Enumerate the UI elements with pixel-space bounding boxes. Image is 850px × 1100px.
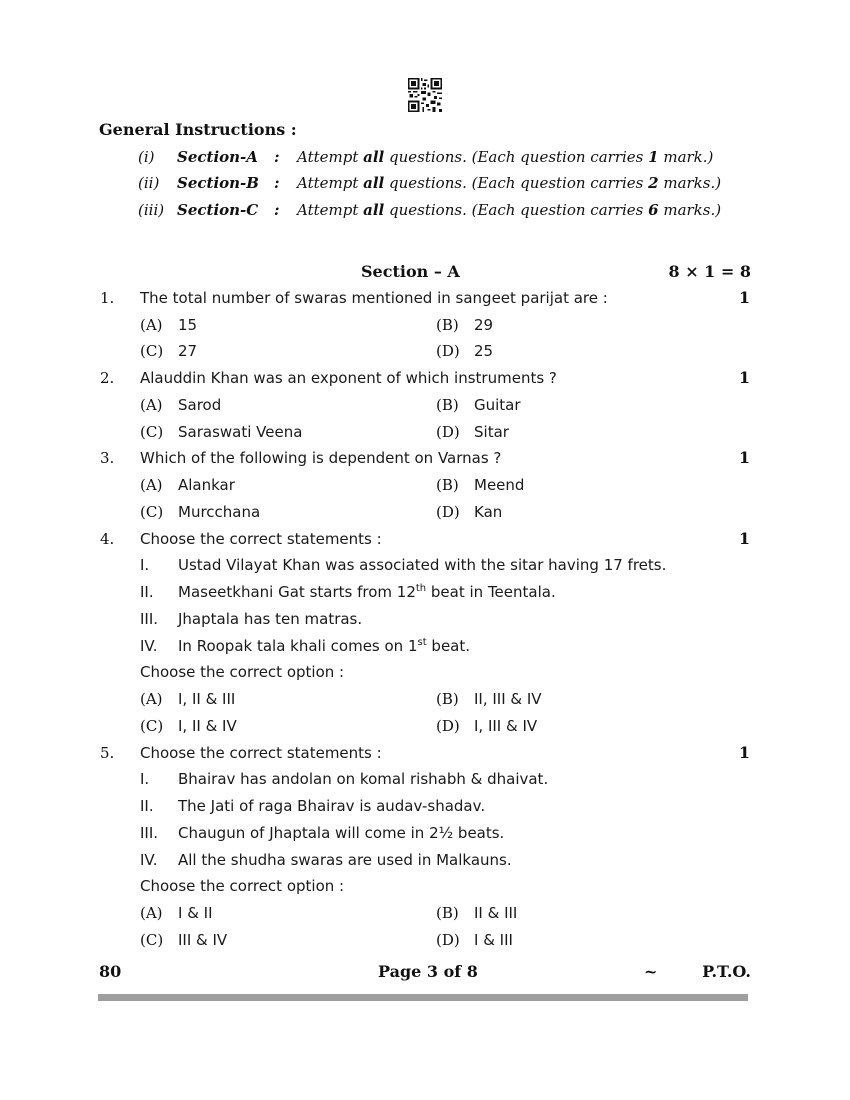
- question-marks: 1: [738, 743, 750, 762]
- option-label: (B): [436, 316, 459, 334]
- option-label: (D): [436, 717, 460, 735]
- statement-text: Chaugun of Jhaptala will come in 2½ beats.: [178, 824, 505, 842]
- option-text: Sarod: [178, 396, 222, 414]
- option-label: (D): [436, 931, 460, 949]
- footer-rule: [98, 994, 748, 1001]
- question-marks: 1: [738, 448, 750, 467]
- page-number: Page 3 of 8: [378, 962, 478, 981]
- option-label: (A): [140, 316, 163, 334]
- statement-text: All the shudha swaras are used in Malkauns.: [178, 851, 512, 869]
- option-text: III & IV: [178, 931, 228, 949]
- option-label: (A): [140, 396, 163, 414]
- option-text: Kan: [474, 503, 503, 521]
- option-label: (C): [140, 342, 164, 360]
- statement-text: The Jati of raga Bhairav is audav-shadav.: [178, 797, 486, 815]
- option-label: (C): [140, 931, 164, 949]
- option-label: (C): [140, 503, 164, 521]
- option-text: 25: [474, 342, 494, 360]
- statement-text: Ustad Vilayat Khan was associated with the sitar having 17 frets.: [178, 556, 667, 574]
- statement-number: II.: [140, 797, 154, 815]
- instruction-text: Attempt all questions. (Each question carries 6 marks.): [297, 201, 722, 219]
- option-text: 15: [178, 316, 198, 334]
- option-label: (B): [436, 476, 459, 494]
- option-text: 29: [474, 316, 494, 334]
- instruction-num: (ii): [138, 174, 160, 192]
- question-marks: 1: [738, 288, 750, 307]
- question-marks: 1: [738, 529, 750, 548]
- option-prompt: Choose the correct option :: [140, 877, 345, 895]
- statement-number: III.: [140, 824, 159, 842]
- question-number: 1.: [100, 289, 115, 307]
- statement-number: IV.: [140, 637, 158, 655]
- question-text: Choose the correct statements :: [140, 530, 382, 548]
- statement-number: I.: [140, 770, 150, 788]
- option-text: 27: [178, 342, 198, 360]
- statement-text: Jhaptala has ten matras.: [178, 610, 363, 628]
- statement-text: Bhairav has andolan on komal rishabh & dhaivat.: [178, 770, 549, 788]
- option-label: (A): [140, 476, 163, 494]
- instruction-colon: :: [274, 174, 280, 192]
- instruction-section: Section-C: [177, 201, 259, 219]
- instruction-section: Section-B: [177, 174, 259, 192]
- option-text: II, III & IV: [474, 690, 542, 708]
- option-text: I, II & IV: [178, 717, 237, 735]
- question-text: Which of the following is dependent on Varnas ?: [140, 449, 502, 467]
- instruction-num: (i): [138, 148, 155, 166]
- option-text: Alankar: [178, 476, 235, 494]
- question-text: The total number of swaras mentioned in sangeet parijat are :: [140, 289, 608, 307]
- option-label: (A): [140, 690, 163, 708]
- question-number: 2.: [100, 369, 115, 387]
- instruction-colon: :: [274, 201, 280, 219]
- statement-text: In Roopak tala khali comes on 1st beat.: [178, 637, 471, 655]
- question-number: 5.: [100, 744, 115, 762]
- instruction-section: Section-A: [177, 148, 258, 166]
- option-label: (D): [436, 342, 460, 360]
- question-number: 3.: [100, 449, 115, 467]
- option-label: (B): [436, 690, 459, 708]
- option-label: (A): [140, 904, 163, 922]
- qr-code-image: [408, 78, 442, 112]
- option-label: (B): [436, 904, 459, 922]
- statement-number: I.: [140, 556, 150, 574]
- option-label: (C): [140, 423, 164, 441]
- question-number: 4.: [100, 530, 115, 548]
- option-text: I, II & III: [178, 690, 236, 708]
- instruction-text: Attempt all questions. (Each question carries 2 marks.): [297, 174, 722, 192]
- statement-text: Maseetkhani Gat starts from 12th beat in Teentala.: [178, 583, 556, 601]
- tilde-mark: ~: [644, 962, 658, 981]
- option-text: I & II: [178, 904, 213, 922]
- instruction-num: (iii): [138, 201, 165, 219]
- statement-number: III.: [140, 610, 159, 628]
- question-text: Choose the correct statements :: [140, 744, 382, 762]
- option-text: Meend: [474, 476, 525, 494]
- option-text: I, III & IV: [474, 717, 538, 735]
- section-marks: 8 × 1 = 8: [668, 262, 751, 281]
- option-prompt: Choose the correct option :: [140, 663, 345, 681]
- question-marks: 1: [738, 368, 750, 387]
- general-instructions-title: General Instructions :: [99, 120, 297, 139]
- paper-code: 80: [99, 962, 122, 981]
- instruction-colon: :: [274, 148, 280, 166]
- pto-label: P.T.O.: [702, 962, 751, 981]
- option-label: (D): [436, 503, 460, 521]
- option-label: (B): [436, 396, 459, 414]
- statement-number: II.: [140, 583, 154, 601]
- statement-number: IV.: [140, 851, 158, 869]
- instruction-text: Attempt all questions. (Each question carries 1 mark.): [297, 148, 714, 166]
- option-text: Saraswati Veena: [178, 423, 303, 441]
- option-text: Murcchana: [178, 503, 261, 521]
- option-text: I & III: [474, 931, 513, 949]
- section-title: Section – A: [361, 262, 460, 281]
- option-label: (C): [140, 717, 164, 735]
- option-label: (D): [436, 423, 460, 441]
- option-text: II & III: [474, 904, 518, 922]
- option-text: Guitar: [474, 396, 521, 414]
- question-text: Alauddin Khan was an exponent of which instruments ?: [140, 369, 557, 387]
- option-text: Sitar: [474, 423, 509, 441]
